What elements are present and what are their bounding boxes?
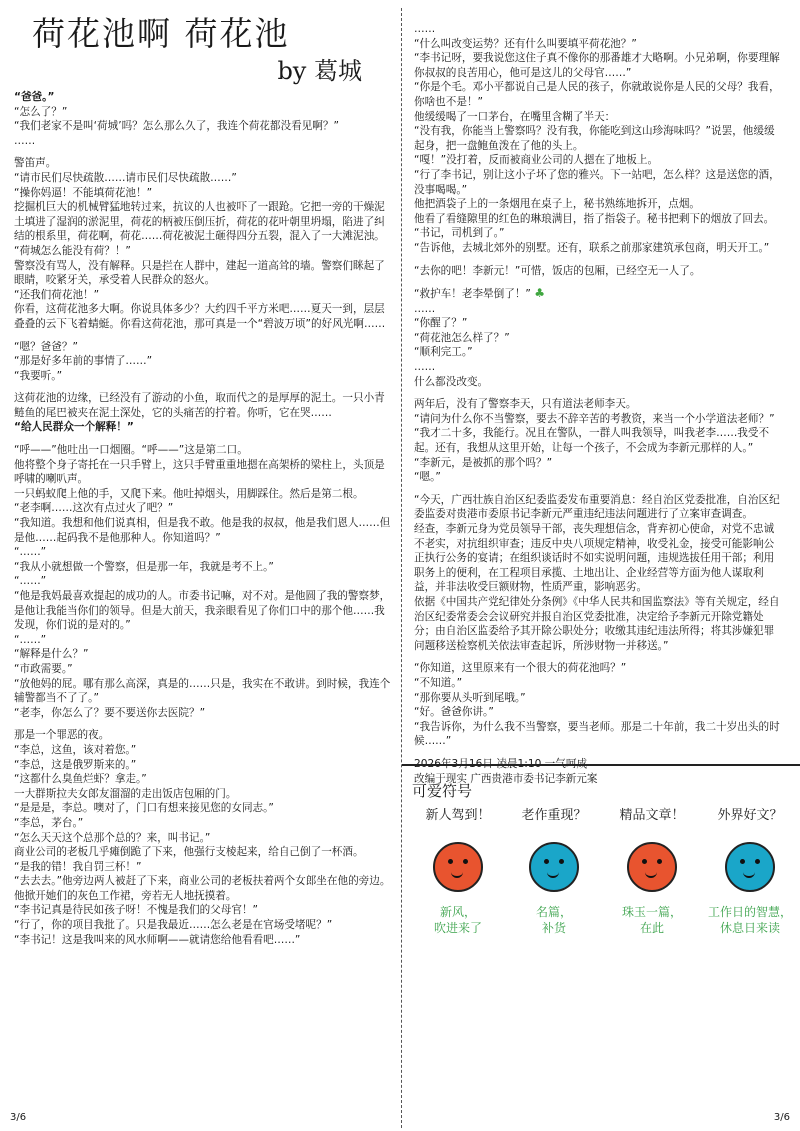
paragraph-gap [414, 256, 784, 264]
paragraph-text: “我告诉你，为什么我不当警察，要当老师。那是二十年前，我二十岁出头的时候……” [414, 720, 780, 748]
paragraph [414, 197, 784, 212]
paragraph-gap [14, 383, 392, 391]
paragraph-text: “……” [14, 575, 47, 588]
paragraph [14, 560, 392, 575]
right-body-text [414, 22, 784, 786]
paragraph-text: “你知道，这里原来有一个很大的荷花池吗？” [414, 662, 627, 675]
paragraph [14, 105, 392, 120]
paragraph-text: 改编于现实 广西贵港市委书记李新元案 [414, 772, 598, 785]
paragraph [414, 676, 784, 691]
paragraph [14, 244, 392, 259]
paragraph [14, 458, 392, 487]
right-column [414, 22, 784, 785]
paragraph-text: 经查，李新元身为党员领导干部，丧失理想信念，背弃初心使命，对党不忠诚不老实，对抗组织审查；违反中央八项规定精神，收受礼金，接受可能影响公正执行公务的宴请；在组织谈话时不如实说明问题，违规选拔任用干部；利用职务上的便利，在工程项目承揽、土地出让、企业经营等方面为他人谋取利益，并非法收受巨额财物，性质严重，影响恶劣。 [414, 523, 775, 594]
paragraph [414, 22, 784, 37]
badge-1 [410, 808, 506, 936]
paragraph-text: 他把酒袋子上的一条烟甩在桌子上，秘书熟练地拆开，点烟。 [414, 198, 701, 211]
paragraph-text: 你看，这荷花池多大啊。你说具体多少？大约四千平方米吧……夏天一到，层层叠叠的云下飞着蜻蜓。你看这荷花池，那可真是一个“碧波万顷”的好风光啊…… [14, 303, 386, 330]
paragraph-text: “书记，司机到了。” [414, 227, 505, 240]
paragraph [14, 706, 392, 721]
paragraph-text: “这都什么臭鱼烂虾？拿走。” [14, 773, 147, 786]
paragraph-text: “好。爸爸你讲。” [414, 706, 494, 719]
paragraph-gap [414, 653, 784, 661]
paragraph-text: “放他妈的屁。哪有那么高深，真是的……只是，我实在不敢讲。到时候，我连个辅警都当不了了。” [14, 677, 391, 705]
paragraph [14, 516, 392, 545]
paragraph-text: “顺利完工。” [414, 346, 473, 359]
paragraph-text: “那是好多年前的事情了……” [14, 355, 153, 368]
paragraph-text: “给人民群众一个解释！” [14, 421, 134, 434]
paragraph [14, 874, 392, 889]
paragraph [14, 860, 392, 875]
paragraph-text: “去去去。”他旁边两人被赶了下来，商业公司的老板扶着两个女郎坐在他的旁边。 [14, 875, 391, 888]
paragraph-text: “嘎！”没打着，反而被商业公司的人摁在了地板上。 [414, 154, 659, 167]
paragraph [14, 728, 392, 743]
badge-caption: 精品文章！ [619, 808, 685, 823]
badge-note: 名篇， 补货 [535, 905, 572, 935]
paragraph-text: “他是我妈最喜欢提起的成功的人。市委书记嘛，对不对。是他圆了我的警察梦，是他让我能当你们的领导。但是大前天，我亲眼看见了你们口中的那个他……我发现，你们说的是对的。” [14, 590, 391, 632]
paragraph-text: “市政需要。” [14, 662, 73, 675]
paragraph [14, 677, 392, 706]
paragraph [414, 302, 784, 317]
paragraph [414, 412, 784, 427]
article-title: 荷花池啊 荷花池 [32, 14, 290, 53]
clover-icon: ♣ [534, 286, 546, 301]
paragraph-gap [414, 278, 784, 286]
paragraph-text: “李总，茅台。” [14, 816, 84, 829]
paragraph-text: …… [414, 302, 436, 315]
paragraph-text: “我才二十多，我能行。况且在警队，一群人叫我领导，叫我老李……我受不起。还有，我想从这里开始，让每一个孩子，不会成为李新元那样的人。” [414, 427, 770, 455]
paragraph-text: “我从小就想做一个警察，但是那一年，我就是考不上。” [14, 560, 274, 573]
paragraph [14, 90, 392, 105]
paragraph-text: 警察没有骂人，没有解释。只是拦在人群中，建起一道高耸的墙。警察们眯起了眼睛，咬紧牙关，承受着人民群众的怒火。 [14, 259, 385, 287]
paragraph [414, 705, 784, 720]
paragraph-text: 他缓缓喝了一口茅台，在嘴里含糊了半天： [414, 110, 616, 123]
paragraph [414, 316, 784, 331]
paragraph [414, 226, 784, 241]
paragraph [414, 426, 784, 455]
paragraph-text: 他将整个身子寄托在一只手臂上，这只手臂重重地摁在高架桥的梁柱上，头顶是呼啸的喇叭声。 [14, 458, 385, 486]
left-column [14, 14, 392, 1114]
paragraph-gap [414, 389, 784, 397]
paragraph-text: “爸爸。” [14, 91, 55, 103]
smiley-face-icon [627, 842, 677, 892]
paragraph [414, 397, 784, 412]
paragraph-text: “李书记！这是我叫来的风水师啊——就请您给他看看吧……” [14, 933, 301, 946]
paragraph [14, 200, 392, 244]
paragraph-gap [414, 749, 784, 757]
paragraph [14, 420, 392, 435]
paragraph-text: 一只蚂蚁爬上他的手，又爬下来。他吐掉烟头，用脚踩住。然后是第二根。 [14, 487, 364, 500]
paragraph-text: “李书记真是待民如孩子呀！不愧是我们的父母官！” [14, 904, 259, 917]
paragraph [414, 153, 784, 168]
paragraph-text: “不知道。” [414, 676, 463, 689]
page-number-left: 3/6 [10, 1112, 27, 1123]
paragraph-text: 一大群斯拉夫女郎友溜溜的走出饭店包厢的门。 [14, 787, 237, 800]
paragraph-text: “嗯。” [414, 471, 441, 484]
paragraph-text: “请市民们尽快疏散……请市民们尽快疏散……” [14, 171, 237, 184]
paragraph-text: “请问为什么你不当警察，要去不辞辛苦的考教资，来当一个小学道法老师？” [414, 412, 775, 425]
paragraph [14, 589, 392, 633]
paragraph-text: “什么叫改变运势？还有什么叫要填平荷花池？” [414, 37, 637, 50]
paragraph-text: “我们老家不是叫‘荷城’吗？怎么那么久了，我连个荷花都没看见啊？” [14, 120, 339, 133]
badge-3 [604, 808, 700, 936]
paragraph-text: 两年后，没有了警察李天，只有道法老师李天。 [414, 398, 637, 411]
badge-note: 工作日的智慧， 休息日来读 [707, 905, 792, 935]
paragraph-text: “老李，你怎么了？要不要送你去医院？” [14, 706, 206, 719]
paragraph-gap [14, 148, 392, 156]
paragraph [14, 574, 392, 589]
paragraph-text: “还我们荷花池！” [14, 288, 100, 301]
paragraph [14, 772, 392, 787]
paragraph [14, 743, 392, 758]
paragraph-text: 商业公司的老板几乎瘫倒跪了下来，他强行支棱起来，给自己倒了一杯酒。 [14, 846, 364, 859]
paragraph [14, 354, 392, 369]
paragraph [414, 286, 784, 302]
paragraph [414, 360, 784, 375]
paragraph [14, 758, 392, 773]
paragraph-text: “呼——”他吐出一口烟圈。“呼——”这是第二口。 [14, 444, 248, 457]
paragraph [14, 647, 392, 662]
paragraph-text: 那是一个罪恶的夜。 [14, 729, 110, 742]
paragraph [414, 110, 784, 125]
paragraph-text: “你醒了？” [414, 317, 468, 330]
paragraph [414, 691, 784, 706]
badge-note: 新风， 吹进来了 [433, 905, 482, 935]
left-body-text [14, 90, 392, 947]
badge-caption: 外界好文？ [717, 808, 783, 823]
smiley-face-icon [529, 842, 579, 892]
paragraph-gap [14, 720, 392, 728]
paragraph-text: 他看了看缝隙里的红色的琳琅满目，指了指袋子。秘书把剩下的烟放了回去。 [414, 212, 775, 225]
paragraph [414, 37, 784, 52]
paragraph [414, 124, 784, 153]
paragraph [414, 264, 784, 279]
paragraph [414, 493, 784, 522]
paragraph-text: “救护车！老李晕倒了！” [414, 288, 531, 301]
paragraph-text: “你是个毛。邓小平都说自己是人民的孩子，你就敢说你是人民的父母？我看，你啥也不是！” [414, 81, 780, 108]
paragraph-text: “是是是，李总。噢对了，门口有想来接见您的女同志。” [14, 802, 274, 815]
paragraph-text: “告诉他，去城北郊外的别墅。还有，联系之前那家建筑承包商，明天开工。” [414, 241, 770, 254]
paragraph-text: “荷城怎么能没有荷？！” [14, 244, 131, 257]
paragraph-text: “嗯？爸爸？” [14, 340, 78, 353]
badge-caption: 新人驾到！ [425, 808, 491, 823]
paragraph-text: …… [414, 23, 436, 35]
paragraph [14, 302, 392, 331]
paragraph-text: “去你的吧！李新元！”可惜，饭店的包厢，已经空无一人了。 [414, 264, 701, 277]
paragraph-text: “李新元，是被抓的那个吗？” [414, 456, 553, 469]
article-byline: by 葛城 [277, 57, 362, 85]
badge-2 [506, 808, 602, 936]
paragraph [14, 391, 392, 420]
paragraph [414, 168, 784, 197]
paragraph [414, 51, 784, 80]
badge-4 [702, 808, 798, 936]
smiley-face-icon [725, 842, 775, 892]
cute-symbols-panel [402, 764, 800, 1106]
paragraph [14, 443, 392, 458]
paragraph [14, 259, 392, 288]
paragraph-text: 依据《中国共产党纪律处分条例》《中华人民共和国监察法》等有关规定，经自治区纪委常委会会议研究并报自治区党委批准，决定给予李新元开除党籍处分；由自治区监委给予其开除公职处分；收缴其违纪违法所得；将其涉嫌犯罪问题移送检察机关依法审查起诉，所涉财物一并移送。” [414, 595, 780, 652]
page-number-right: 3/6 [773, 1112, 790, 1123]
paragraph-text: 2026年3月16日 凌晨1:10 一气呵成 [414, 757, 588, 770]
paragraph-text: “行了，你的项目我批了。只是我最近……怎么老是在官场受堵呢？” [14, 919, 333, 932]
paragraph-text: “李总，这是俄罗斯来的。” [14, 758, 137, 771]
paragraph-text: “今天，广西壮族自治区纪委监委发布重要消息：经自治区党委批准，自治区纪委监委对贵港市委原书记李新元严重违纪违法问题进行了立案审查调查。 [414, 493, 780, 521]
paragraph [414, 375, 784, 390]
paragraph [14, 845, 392, 860]
paragraph [414, 470, 784, 485]
paragraph-text: …… [14, 134, 36, 147]
paragraph [14, 918, 392, 933]
paragraph-text: “没有我，你能当上警察吗？没有我，你能吃到这山珍海味吗？”说罢，他缓缓起身，把一盘鲍鱼泼在了他的头上。 [414, 125, 775, 152]
paragraph-text: “……” [14, 546, 47, 559]
paragraph [14, 288, 392, 303]
paragraph [414, 595, 784, 653]
paragraph-text: “解释是什么？” [14, 648, 89, 661]
paragraph-text: “我知道。我想和他们说真相，但是我不敢。他是我的叔叔，他是我们恩人……但是他……起码我不是他那种人。你知道吗？” [14, 517, 391, 544]
paragraph [14, 662, 392, 677]
paragraph [14, 903, 392, 918]
smiley-face-icon [433, 842, 483, 892]
paragraph-text: 警笛声。 [14, 157, 57, 170]
paragraph [14, 787, 392, 802]
paragraph-gap [14, 332, 392, 340]
paragraph-text: “老李啊……这次有点过火了吧？” [14, 502, 174, 515]
paragraph-text: “那你要从头听到尾哦。” [414, 691, 526, 704]
paragraph-text: “操你妈逼！不能填荷花池！” [14, 186, 153, 199]
paragraph [14, 119, 392, 134]
paragraph [14, 340, 392, 355]
paragraph-gap [14, 435, 392, 443]
paragraph-text: …… [414, 361, 436, 374]
paragraph-text: “我要听。” [14, 369, 63, 382]
paragraph-text: “行了李书记，别让这小子坏了您的雅兴。下一站吧，怎么样？这是送您的酒，没事喝喝。” [414, 168, 780, 196]
paragraph [414, 345, 784, 360]
paragraph [414, 212, 784, 227]
paragraph [414, 241, 784, 256]
paragraph [14, 186, 392, 201]
paragraph-text: “荷花池怎么样了？” [414, 331, 510, 344]
paragraph [14, 156, 392, 171]
paragraph [414, 661, 784, 676]
paragraph [14, 501, 392, 516]
paragraph [14, 171, 392, 186]
paragraph [14, 889, 392, 904]
paragraph-text: “……” [14, 633, 47, 646]
paragraph [14, 545, 392, 560]
paragraph [14, 831, 392, 846]
paragraph [414, 522, 784, 595]
paragraph-text: 什么都没改变。 [414, 375, 489, 388]
paragraph [414, 720, 784, 749]
paragraph-text: 这荷花池的边缘，已经没有了游动的小鱼，取而代之的是厚厚的泥土。一只小青鲢鱼的尾巴被夹在泥土深处，它的头痛苦的拧着。你听，它在哭…… [14, 392, 385, 419]
paragraph-text: 挖掘机巨大的机械臂猛地转过来，抗议的人也被吓了一跟跄。它把一旁的干燥泥土填进了湿润的淤泥里，荷花的柄被压倒压折，荷花的花叶朝里坍塌，陷进了纠结的根系里，荷花啊，荷花……荷花被泥土砸得四分五裂，混入了一大滩泥浊。 [14, 201, 385, 243]
paragraph [14, 801, 392, 816]
paragraph [414, 331, 784, 346]
paragraph-gap [414, 485, 784, 493]
paragraph [414, 80, 784, 109]
paragraph [414, 456, 784, 471]
badge-caption: 老作重现？ [521, 808, 587, 823]
paragraph [14, 134, 392, 149]
paragraph-text: “是我的错！我自罚三杯！” [14, 860, 142, 873]
paragraph-text: “李总，这鱼，该对着您。” [14, 743, 137, 756]
paragraph [14, 369, 392, 384]
paragraph [14, 487, 392, 502]
panel-title: 可爱符号 [412, 782, 473, 800]
paragraph [14, 816, 392, 831]
paragraph [14, 633, 392, 648]
paragraph-text: “怎么天天这个总那个总的？来，叫书记。” [14, 831, 211, 844]
paragraph-text: “怎么了？” [14, 105, 68, 118]
paragraph [14, 933, 392, 948]
paragraph-text: “李书记呀，要我说您这住子真不像你的那番雄才大略啊。小兄弟啊，你要理解你叔叔的良苦用心，他可是这儿的父母官……” [414, 52, 780, 79]
paragraph-text: 他掀开她们的灰色工作裙，旁若无人地抚摸着。 [14, 889, 237, 902]
badge-note: 珠玉一篇， 在此 [621, 905, 682, 935]
